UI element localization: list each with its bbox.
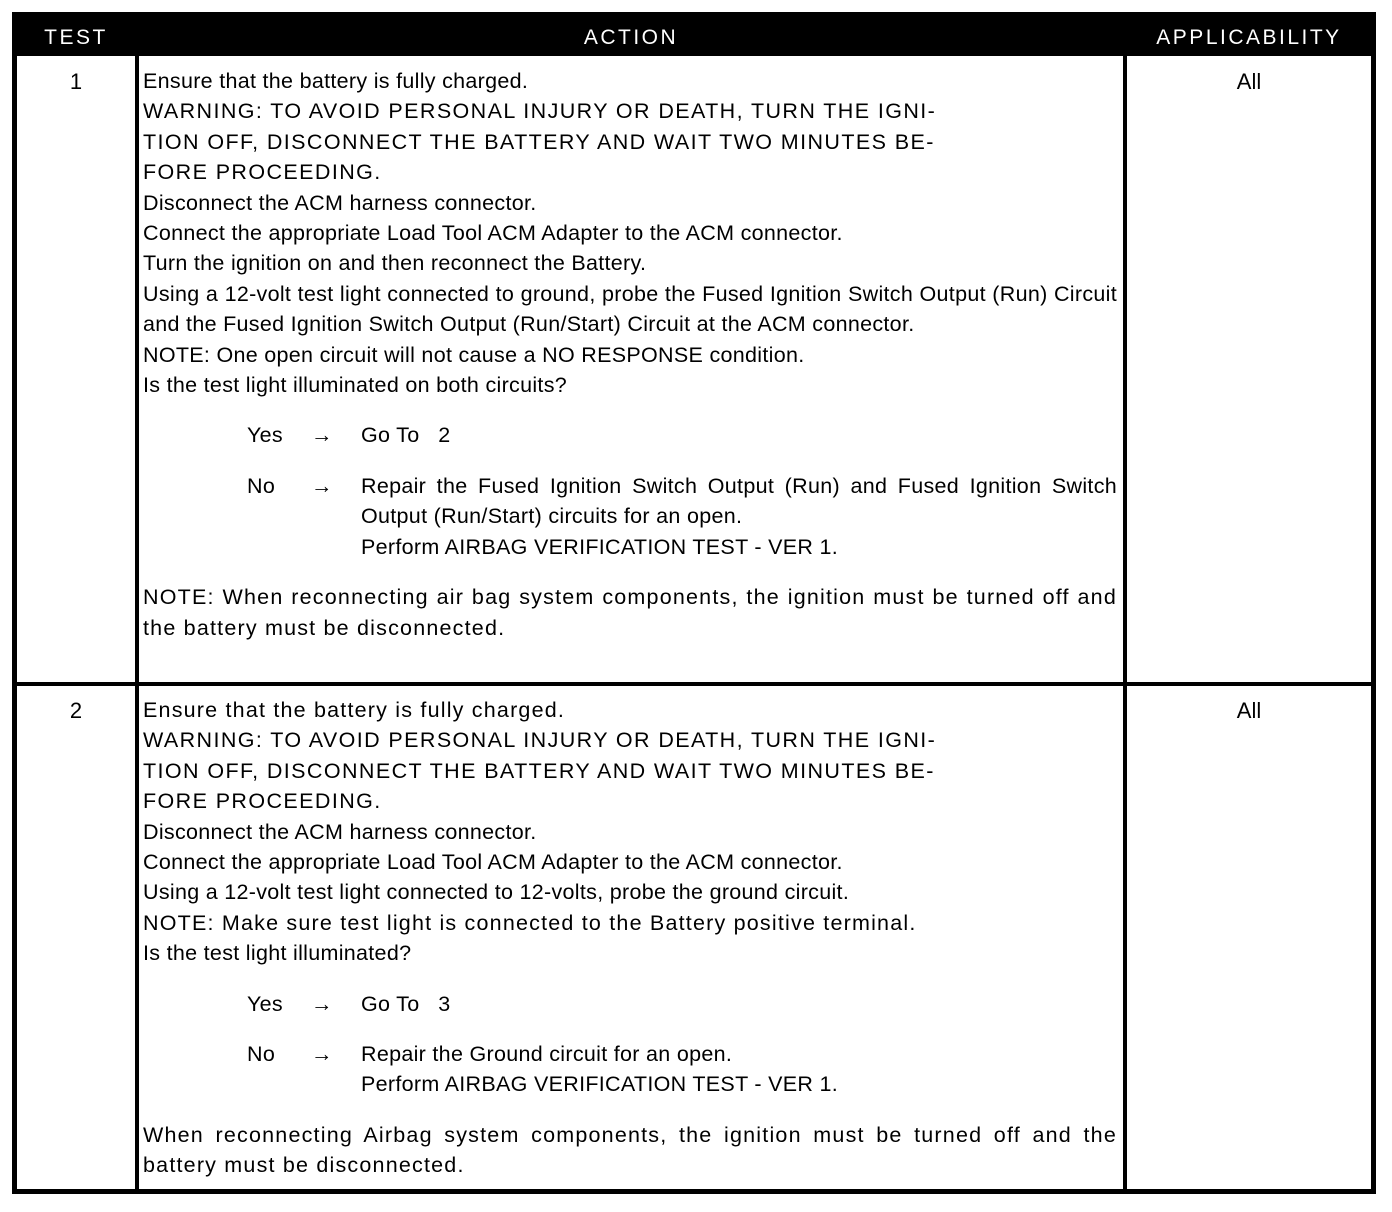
action-line: Using a 12-volt test light connected to 12-volts, probe the ground circuit. bbox=[143, 880, 850, 905]
action-line: Disconnect the ACM harness connector. bbox=[143, 190, 537, 215]
yes-result: Go To 3 bbox=[361, 991, 451, 1016]
no-result-verification: Perform AIRBAG VERIFICATION TEST - VER 1. bbox=[361, 1072, 839, 1097]
yes-branch bbox=[143, 420, 1117, 450]
yes-label: Yes bbox=[247, 991, 283, 1016]
arrow-icon: → bbox=[311, 473, 333, 498]
warning-line: WARNING: TO AVOID PERSONAL INJURY OR DEATH, TURN THE IGNI- bbox=[143, 728, 937, 753]
warning-line: TION OFF, DISCONNECT THE BATTERY AND WAIT TWO MINUTES BE- bbox=[143, 758, 935, 783]
header-action: ACTION bbox=[583, 26, 679, 49]
action-line: Connect the appropriate Load Tool ACM Adapter to the ACM connector. bbox=[143, 850, 843, 875]
header-test: TEST bbox=[44, 26, 108, 49]
yes-label: Yes bbox=[247, 423, 283, 448]
no-branch bbox=[143, 471, 1117, 562]
yes-result: Go To 2 bbox=[361, 423, 451, 448]
arrow-icon: → bbox=[311, 1042, 333, 1067]
action-line: Disconnect the ACM harness connector. bbox=[143, 819, 537, 844]
action-line: Connect the appropriate Load Tool ACM Adapter to the ACM connector. bbox=[143, 221, 843, 246]
warning-line: FORE PROCEEDING. bbox=[143, 160, 382, 185]
no-result: Repair the Fused Ignition Switch Output (Run) and Fused Ignition Switch Output (Run/Start) circuits for an open. bbox=[361, 473, 1117, 529]
diagnostic-test-table bbox=[12, 12, 1376, 1194]
no-branch bbox=[143, 1039, 1117, 1100]
reconnect-note: NOTE: When reconnecting air bag system components, the ignition must be turned off and the battery must be disconnected. bbox=[143, 585, 1117, 640]
question-line: Is the test light illuminated? bbox=[143, 941, 412, 966]
action-line: Ensure that the battery is fully charged. bbox=[143, 698, 566, 722]
applicability-value: All bbox=[1236, 698, 1262, 723]
arrow-icon: → bbox=[311, 423, 333, 448]
column-divider bbox=[135, 56, 139, 1189]
column-divider bbox=[1123, 56, 1127, 1189]
action-line: Using a 12-volt test light connected to ground, probe the Fused Ignition Switch Output (Run) Circuit and the Fused Ignition Switch Output (Run/Start) Circuit at the ACM connector. bbox=[143, 281, 1117, 337]
reconnect-note: When reconnecting Airbag system components, the ignition must be turned off and the battery must be disconnected. bbox=[143, 1122, 1117, 1178]
warning-line: TION OFF, DISCONNECT THE BATTERY AND WAIT TWO MINUTES BE- bbox=[143, 129, 935, 154]
no-label: No bbox=[247, 1042, 276, 1067]
question-line: Is the test light illuminated on both circuits? bbox=[143, 373, 568, 398]
row-divider bbox=[17, 682, 1371, 686]
header-applicability: APPLICABILITY bbox=[1156, 26, 1342, 49]
applicability-value: All bbox=[1236, 69, 1262, 94]
action-line: Ensure that the battery is fully charged. bbox=[143, 69, 529, 93]
arrow-icon: → bbox=[311, 991, 333, 1016]
test-number: 1 bbox=[69, 69, 83, 94]
action-cell bbox=[143, 695, 1117, 1181]
action-line: Turn the ignition on and then reconnect the Battery. bbox=[143, 251, 647, 276]
warning-line: WARNING: TO AVOID PERSONAL INJURY OR DEATH, TURN THE IGNI- bbox=[143, 99, 937, 124]
no-result: Repair the Ground circuit for an open. bbox=[361, 1042, 733, 1067]
warning-line: FORE PROCEEDING. bbox=[143, 789, 382, 814]
test-number: 2 bbox=[69, 698, 83, 723]
note-line: NOTE: One open circuit will not cause a NO RESPONSE condition. bbox=[143, 342, 805, 367]
action-cell bbox=[143, 66, 1117, 643]
no-label: No bbox=[247, 473, 276, 498]
yes-branch bbox=[143, 989, 1117, 1019]
table-header bbox=[17, 17, 1371, 56]
no-result-verification: Perform AIRBAG VERIFICATION TEST - VER 1. bbox=[361, 534, 839, 559]
note-line: NOTE: Make sure test light is connected to the Battery positive terminal. bbox=[143, 910, 917, 935]
